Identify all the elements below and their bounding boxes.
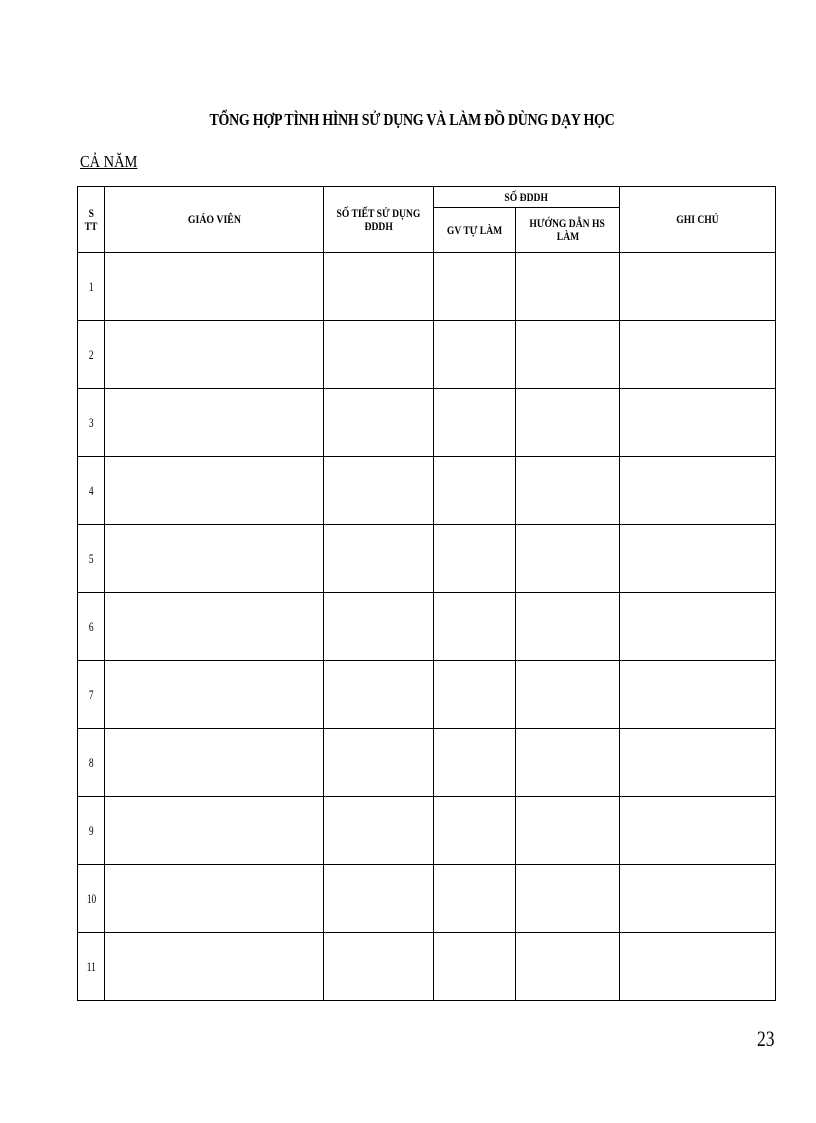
header-stt [78, 187, 105, 253]
row-number-cell [78, 525, 105, 593]
lessons-cell[interactable] [324, 865, 434, 933]
guided-cell[interactable] [516, 525, 620, 593]
teacher-cell[interactable] [105, 389, 324, 457]
header-notes-label: GHI CHÚ [676, 212, 719, 226]
self-made-cell[interactable] [434, 661, 516, 729]
self-made-cell[interactable] [434, 933, 516, 1001]
row-number-cell [78, 865, 105, 933]
self-made-cell[interactable] [434, 457, 516, 525]
lessons-cell[interactable] [324, 525, 434, 593]
row-number-cell [78, 253, 105, 321]
header-teacher-label: GIÁO VIÊN [187, 212, 241, 226]
header-notes [620, 187, 776, 253]
table-row [78, 661, 776, 729]
table-row [78, 457, 776, 525]
table-row [78, 797, 776, 865]
self-made-cell[interactable] [434, 729, 516, 797]
self-made-cell[interactable] [434, 389, 516, 457]
row-number-cell [78, 321, 105, 389]
header-guided [516, 208, 620, 253]
header-teacher [105, 187, 324, 253]
teacher-cell[interactable] [105, 525, 324, 593]
table-body [78, 253, 776, 1001]
notes-cell[interactable] [620, 797, 776, 865]
table-row [78, 253, 776, 321]
lessons-cell[interactable] [324, 933, 434, 1001]
teacher-cell[interactable] [105, 253, 324, 321]
page-number: 23 [757, 1026, 775, 1051]
table-row [78, 593, 776, 661]
notes-cell[interactable] [620, 321, 776, 389]
notes-cell[interactable] [620, 389, 776, 457]
table-row [78, 729, 776, 797]
table-header-row [78, 187, 776, 208]
table-row [78, 865, 776, 933]
notes-cell[interactable] [620, 525, 776, 593]
guided-cell[interactable] [516, 253, 620, 321]
header-lessons [324, 187, 434, 253]
header-stt-line1: S [88, 205, 94, 220]
row-number: 10 [86, 890, 96, 906]
row-number: 9 [88, 822, 94, 838]
lessons-cell[interactable] [324, 253, 434, 321]
guided-cell[interactable] [516, 865, 620, 933]
teacher-cell[interactable] [105, 321, 324, 389]
row-number-cell [78, 661, 105, 729]
row-number-cell [78, 593, 105, 661]
row-number: 6 [88, 618, 94, 634]
header-guided-line2: LÀM [556, 229, 579, 243]
self-made-cell[interactable] [434, 865, 516, 933]
guided-cell[interactable] [516, 457, 620, 525]
self-made-cell[interactable] [434, 593, 516, 661]
row-number: 8 [88, 754, 94, 770]
self-made-cell[interactable] [434, 253, 516, 321]
teacher-cell[interactable] [105, 661, 324, 729]
table-row [78, 321, 776, 389]
lessons-cell[interactable] [324, 797, 434, 865]
row-number: 4 [88, 482, 94, 498]
header-lessons-line1: SỐ TIẾT SỬ DỤNG [336, 205, 421, 220]
header-lessons-line2: ĐDDH [364, 218, 393, 233]
row-number: 7 [88, 686, 94, 702]
notes-cell[interactable] [620, 457, 776, 525]
lessons-cell[interactable] [324, 457, 434, 525]
lessons-cell[interactable] [324, 593, 434, 661]
header-self-made-label: GV TỰ LÀM [446, 222, 503, 237]
teacher-cell[interactable] [105, 729, 324, 797]
notes-cell[interactable] [620, 933, 776, 1001]
row-number-cell [78, 389, 105, 457]
header-self-made [434, 208, 516, 253]
notes-cell[interactable] [620, 729, 776, 797]
lessons-cell[interactable] [324, 321, 434, 389]
row-number: 3 [88, 414, 94, 430]
lessons-cell[interactable] [324, 729, 434, 797]
notes-cell[interactable] [620, 865, 776, 933]
teacher-cell[interactable] [105, 933, 324, 1001]
row-number: 1 [88, 278, 94, 294]
guided-cell[interactable] [516, 389, 620, 457]
self-made-cell[interactable] [434, 797, 516, 865]
header-stt-line2: TT [84, 218, 98, 233]
teacher-cell[interactable] [105, 797, 324, 865]
header-equipment-group [434, 187, 620, 208]
teacher-cell[interactable] [105, 593, 324, 661]
row-number-cell [78, 729, 105, 797]
period-subtitle: CẢ NĂM [80, 152, 138, 171]
guided-cell[interactable] [516, 797, 620, 865]
teacher-cell[interactable] [105, 865, 324, 933]
teacher-cell[interactable] [105, 457, 324, 525]
notes-cell[interactable] [620, 661, 776, 729]
row-number-cell [78, 797, 105, 865]
page-title: TỔNG HỢP TÌNH HÌNH SỬ DỤNG VÀ LÀM ĐỒ DÙNG DẠY HỌC [209, 110, 615, 129]
self-made-cell[interactable] [434, 321, 516, 389]
guided-cell[interactable] [516, 729, 620, 797]
table-row [78, 933, 776, 1001]
guided-cell[interactable] [516, 933, 620, 1001]
self-made-cell[interactable] [434, 525, 516, 593]
equipment-summary-table [77, 186, 776, 1001]
header-guided-line1: HƯỚNG DẪN HS [529, 216, 606, 230]
notes-cell[interactable] [620, 253, 776, 321]
notes-cell[interactable] [620, 593, 776, 661]
row-number-cell [78, 457, 105, 525]
row-number: 2 [88, 346, 94, 362]
header-equipment-group-label: SỐ ĐDDH [504, 189, 549, 204]
row-number: 11 [86, 958, 96, 974]
guided-cell[interactable] [516, 321, 620, 389]
guided-cell[interactable] [516, 661, 620, 729]
guided-cell[interactable] [516, 593, 620, 661]
table-row [78, 525, 776, 593]
lessons-cell[interactable] [324, 389, 434, 457]
row-number-cell [78, 933, 105, 1001]
row-number: 5 [88, 550, 94, 566]
table-row [78, 389, 776, 457]
lessons-cell[interactable] [324, 661, 434, 729]
